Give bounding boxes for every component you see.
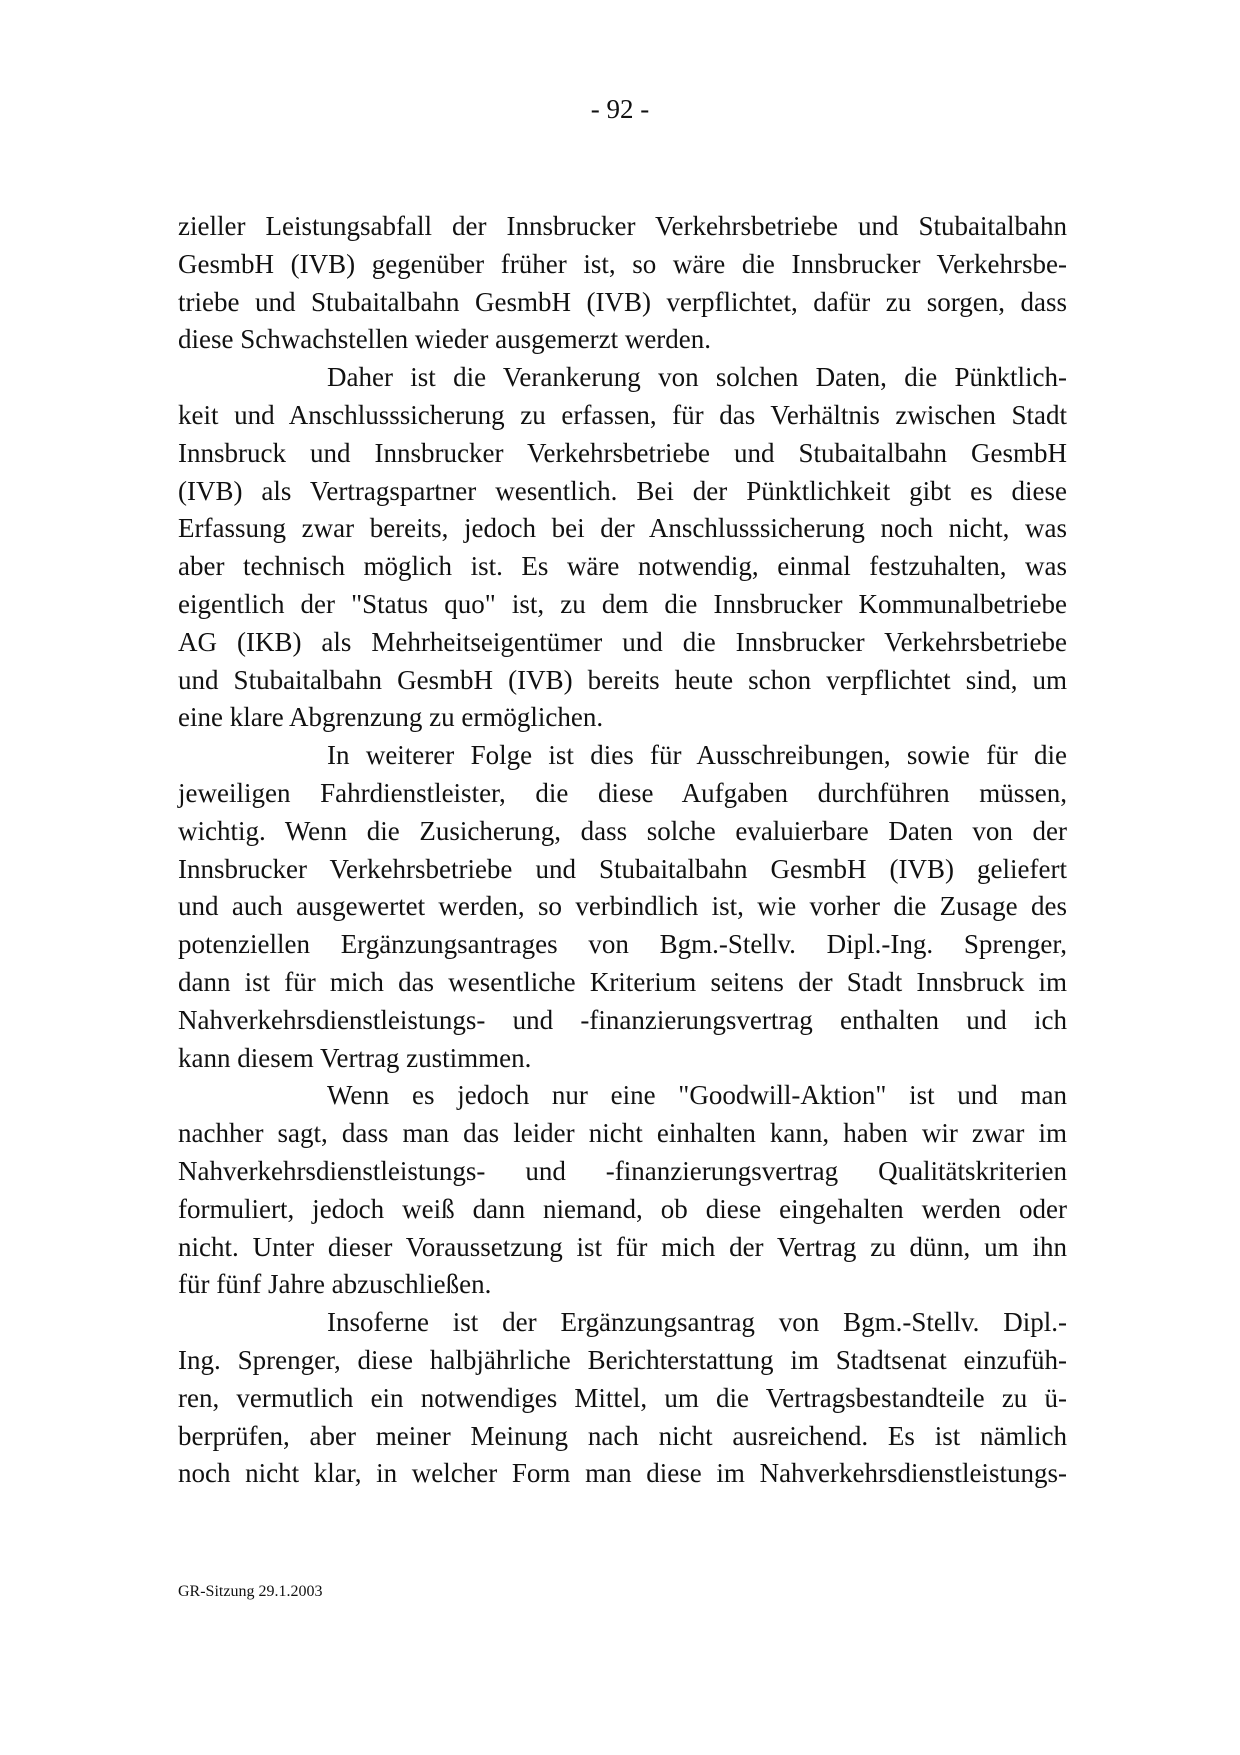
text-line: berprüfen, aber meiner Meinung nach nicht ausreichend. Es ist nämlich [178,1420,1067,1451]
text-line: potenziellen Ergänzungsantrages von Bgm.-Stellv. Dipl.-Ing. Sprenger, [178,929,1067,960]
text-line: formuliert, jedoch weiß dann niemand, ob diese eingehalten werden oder [178,1193,1067,1224]
text-line: AG (IKB) als Mehrheitseigentümer und die Innsbrucker Verkehrsbetriebe [178,626,1067,657]
text-line: GesmbH (IVB) gegenüber früher ist, so wäre die Innsbrucker Verkehrsbe- [178,248,1067,279]
page-number: - 92 - [590,94,650,124]
paragraph [178,359,1067,737]
text-line: zieller Leistungsabfall der Innsbrucker Verkehrsbetriebe und Stubaitalbahn [178,211,1067,241]
text-line: aber technisch möglich ist. Es wäre notwendig, einmal festzuhalten, was [178,551,1067,582]
text-line: Nahverkehrsdienstleistungs- und -finanzierungsvertrag enthalten und ich [178,1004,1067,1035]
text-line: kann diesem Vertrag zustimmen. [178,1042,532,1073]
text-line: für fünf Jahre abzuschließen. [178,1269,492,1300]
text-line: ren, vermutlich ein notwendiges Mittel, um die Vertragsbestandteile zu ü- [178,1382,1067,1413]
text-line: und Stubaitalbahn GesmbH (IVB) bereits heute schon verpflichtet sind, um [178,664,1067,695]
text-line: Daher ist die Verankerung von solchen Daten, die Pünktlich- [327,362,1067,393]
text-line: Erfassung zwar bereits, jedoch bei der Anschlusssicherung noch nicht, was [178,513,1067,544]
text-line: diese Schwachstellen wieder ausgemerzt werden. [178,324,712,355]
text-line: Ing. Sprenger, diese halbjährliche Berichterstattung im Stadtsenat einzufüh- [178,1344,1067,1375]
text-line: wichtig. Wenn die Zusicherung, dass solche evaluierbare Daten von der [178,815,1067,846]
paragraph [178,1304,1067,1493]
text-line: nicht. Unter dieser Voraussetzung ist für mich der Vertrag zu dünn, um ihn [178,1231,1067,1262]
text-line: triebe und Stubaitalbahn GesmbH (IVB) verpflichtet, dafür zu sorgen, dass [178,286,1067,317]
paragraph [178,208,1067,359]
paragraph [178,737,1067,1077]
text-line: keit und Anschlusssicherung zu erfassen, für das Verhältnis zwischen Stadt [178,399,1067,430]
footer-session-date: GR-Sitzung 29.1.2003 [178,1583,323,1600]
text-line: In weiterer Folge ist dies für Ausschreibungen, sowie für die [327,740,1067,771]
text-line: nachher sagt, dass man das leider nicht einhalten kann, haben wir zwar im [178,1118,1067,1149]
text-line: und auch ausgewertet werden, so verbindlich ist, wie vorher die Zusage des [178,891,1067,922]
text-line: Innsbruck und Innsbrucker Verkehrsbetriebe und Stubaitalbahn GesmbH [178,437,1067,468]
text-line: (IVB) als Vertragspartner wesentlich. Bei der Pünktlichkeit gibt es diese [178,475,1067,506]
paragraph [178,1077,1067,1304]
text-line: eigentlich der "Status quo" ist, zu dem die Innsbrucker Kommunalbetriebe [178,588,1067,619]
text-line: Nahverkehrsdienstleistungs- und -finanzierungsvertrag Qualitätskriterien [178,1155,1067,1186]
body-text [178,208,1067,1493]
text-line: Insoferne ist der Ergänzungsantrag von Bgm.-Stellv. Dipl.- [327,1307,1067,1338]
text-line: noch nicht klar, in welcher Form man diese im Nahverkehrsdienstleistungs- [178,1458,1067,1489]
text-line: Wenn es jedoch nur eine "Goodwill-Aktion" ist und man [327,1080,1067,1111]
text-line: eine klare Abgrenzung zu ermöglichen. [178,702,604,733]
text-line: dann ist für mich das wesentliche Kriterium seitens der Stadt Innsbruck im [178,966,1067,997]
text-line: jeweiligen Fahrdienstleister, die diese Aufgaben durchführen müssen, [178,777,1067,808]
text-line: Innsbrucker Verkehrsbetriebe und Stubaitalbahn GesmbH (IVB) geliefert [178,853,1067,884]
